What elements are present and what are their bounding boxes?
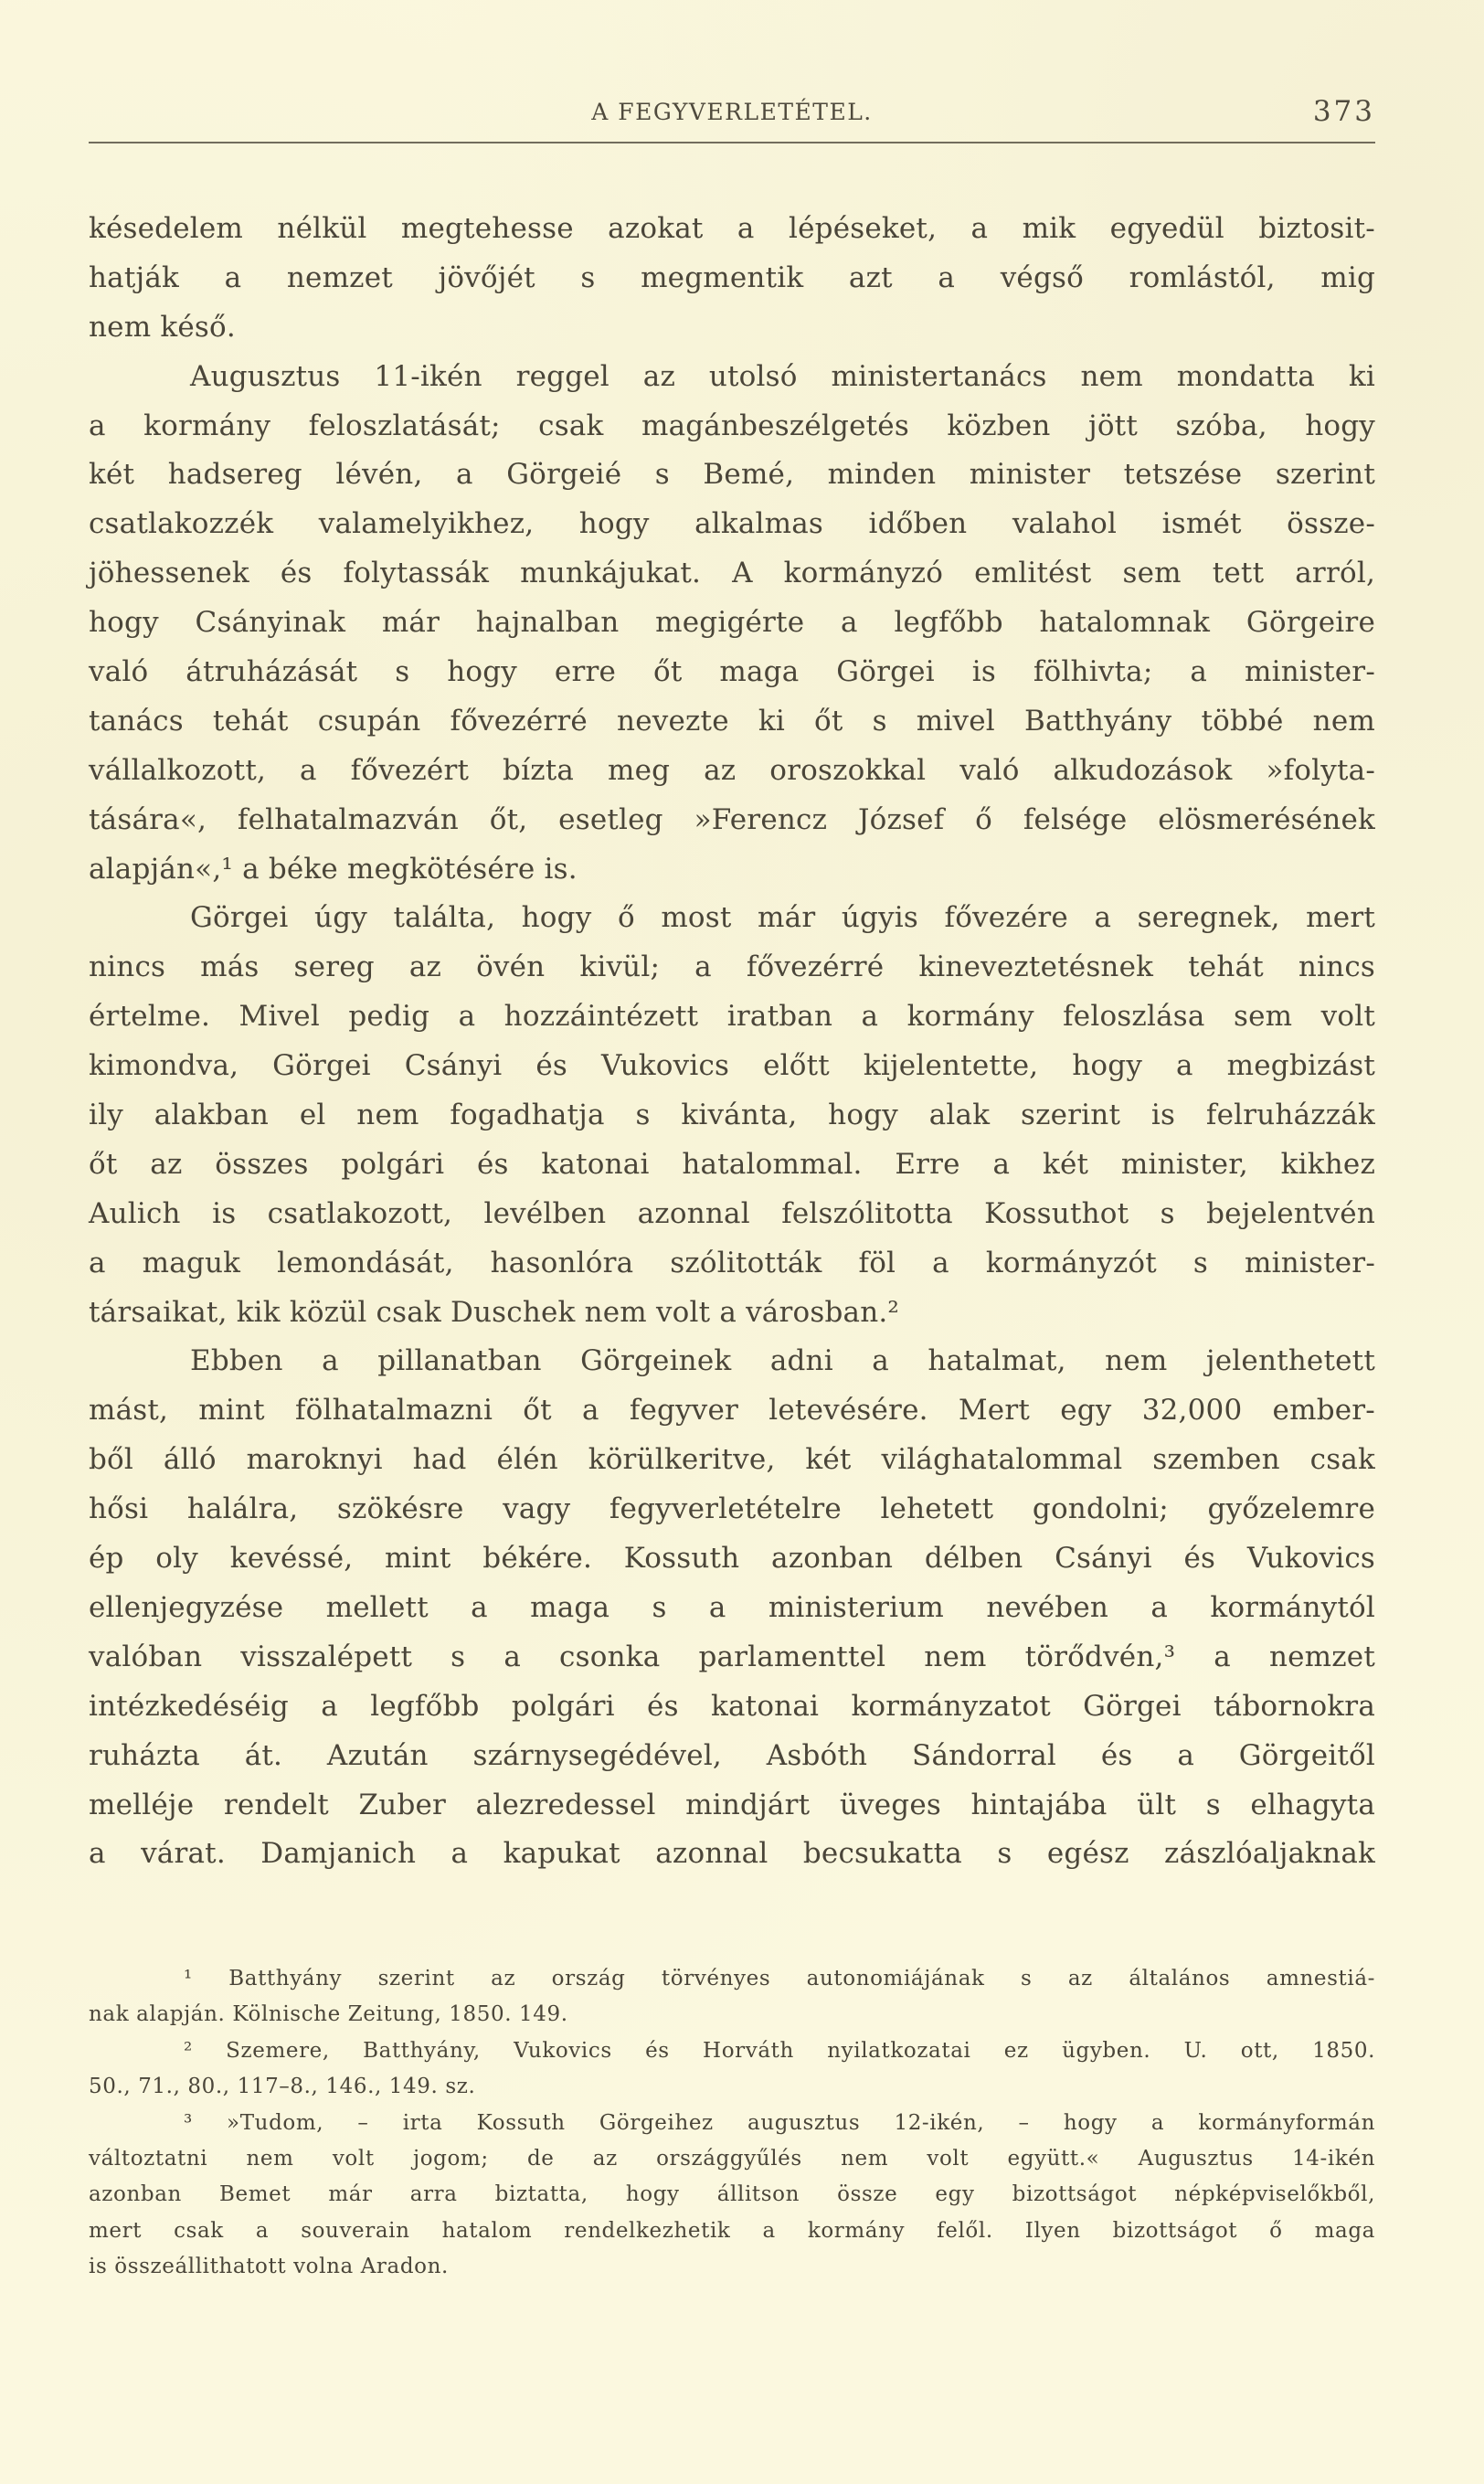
text-line: Augusztus 11-ikén reggel az utolsó ministertanács nem mondatta ki <box>190 359 1375 393</box>
text-line: vállalkozott, a fővezért bízta meg az oroszokkal való alkudozások »folyta- <box>89 753 1375 787</box>
text-line: a maguk lemondását, hasonlóra szólitották föl a kormányzót s minister- <box>89 1246 1375 1279</box>
text-line: tanács tehát csupán fővezérré nevezte ki őt s mivel Batthyány többé nem <box>89 704 1375 738</box>
footnote-2-line: 50., 71., 80., 117–8., 146., 149. sz. <box>89 2075 476 2099</box>
text-line: társaikat, kik közül csak Duschek nem volt a városban.² <box>89 1295 900 1329</box>
footnote-3-line: ³ »Tudom, – irta Kossuth Görgeihez augusztus 12-ikén, – hogy a kormányformán <box>184 2110 1375 2135</box>
text-line: ből álló maroknyi had élén körülkeritve, két világhatalommal szemben csak <box>89 1443 1375 1477</box>
text-line: Aulich is csatlakozott, levélben azonnal felszólitotta Kossuthot s bejelentvén <box>89 1196 1375 1230</box>
text-line: csatlakozzék valamelyikhez, hogy alkalmas időben valahol ismét össze- <box>89 507 1375 541</box>
text-line: nem késő. <box>89 310 236 344</box>
page-number: 373 <box>1312 95 1375 128</box>
footnote-3-line: is összeállithatott volna Aradon. <box>89 2255 449 2279</box>
text-line: hatják a nemzet jövőjét s megmentik azt a végső romlástól, mig <box>89 260 1375 294</box>
text-line: ruházta át. Azután szárnysegédével, Asbóth Sándorral és a Görgeitől <box>89 1738 1375 1772</box>
text-line: ép oly kevéssé, mint békére. Kossuth azonban délben Csányi és Vukovics <box>89 1542 1375 1576</box>
text-line: a kormány feloszlatását; csak magánbeszélgetés közben jött szóba, hogy <box>89 409 1375 442</box>
text-line: tására«, felhatalmazván őt, esetleg »Ferencz József ő felsége elösmerésének <box>89 802 1375 836</box>
text-line: ellenjegyzése mellett a maga s a ministerium nevében a kormánytól <box>89 1590 1375 1624</box>
header-rule <box>89 142 1375 143</box>
body-text <box>89 205 1375 1879</box>
text-line: jöhessenek és folytassák munkájukat. A kormányzó emlitést sem tett arról, <box>89 557 1375 590</box>
footnote-3-line: azonban Bemet már arra biztatta, hogy állitson össze egy bizottságot népképviselőkből, <box>89 2182 1375 2207</box>
running-head <box>89 95 1375 132</box>
text-line: hősi halálra, szökésre vagy fegyverletételre lehetett gondolni; győzelemre <box>89 1492 1375 1526</box>
text-line: valóban visszalépett s a csonka parlamenttel nem törődvén,³ a nemzet <box>89 1640 1375 1673</box>
text-line: hogy Csányinak már hajnalban megigérte a legfőbb hatalomnak Görgeire <box>89 606 1375 640</box>
text-line: alapján«,¹ a béke megkötésére is. <box>89 852 578 886</box>
text-line: való átruházását s hogy erre őt maga Görgei is fölhivta; a minister- <box>89 655 1375 689</box>
footnote-3-line: mert csak a souverain hatalom rendelkezhetik a kormány felől. Ilyen bizottságot ő maga <box>89 2218 1375 2243</box>
text-line: értelme. Mivel pedig a hozzáintézett iratban a kormány feloszlása sem volt <box>89 1000 1375 1034</box>
text-line: őt az összes polgári és katonai hatalommal. Erre a két minister, kikhez <box>89 1147 1375 1181</box>
text-line: ily alakban el nem fogadhatja s kivánta, hogy alak szerint is felruházzák <box>89 1099 1375 1132</box>
text-line: nincs más sereg az övén kivül; a fővezérré kineveztetésnek tehát nincs <box>89 950 1375 984</box>
text-line: Görgei úgy találta, hogy ő most már úgyis fővezére a seregnek, mert <box>190 901 1375 935</box>
footnote-2-line: ² Szemere, Batthyány, Vukovics és Horváth nyilatkozatai ez ügyben. U. ott, 1850. <box>184 2038 1375 2063</box>
text-line: kimondva, Görgei Csányi és Vukovics előtt kijelentette, hogy a megbizást <box>89 1049 1375 1083</box>
running-title: A FEGYVERLETÉTEL. <box>591 99 873 125</box>
text-line: késedelem nélkül megtehesse azokat a lépéseket, a mik egyedül biztosit- <box>89 212 1375 245</box>
text-line: két hadsereg lévén, a Görgeié s Bemé, minden minister tetszése szerint <box>89 458 1375 492</box>
footnotes <box>89 1961 1375 2286</box>
footnote-1-line: ¹ Batthyány szerint az ország törvényes autonomiájának s az általános amnestiá- <box>184 1967 1375 1990</box>
text-line: melléje rendelt Zuber alezredessel mindjárt üveges hintajába ült s elhagyta <box>89 1788 1375 1821</box>
text-line: Ebben a pillanatban Görgeinek adni a hatalmat, nem jelenthetett <box>190 1344 1375 1378</box>
footnote-1-line: nak alapján. Kölnische Zeitung, 1850. 149. <box>89 2002 568 2027</box>
text-line: a várat. Damjanich a kapukat azonnal becsukatta s egész zászlóaljaknak <box>89 1837 1375 1871</box>
text-line: mást, mint fölhatalmazni őt a fegyver letevésére. Mert egy 32,000 ember- <box>89 1394 1375 1428</box>
footnote-3-line: változtatni nem volt jogom; de az országgyűlés nem volt együtt.« Augusztus 14-ikén <box>89 2146 1375 2171</box>
text-line: intézkedéséig a legfőbb polgári és katonai kormányzatot Görgei tábornokra <box>89 1689 1375 1723</box>
